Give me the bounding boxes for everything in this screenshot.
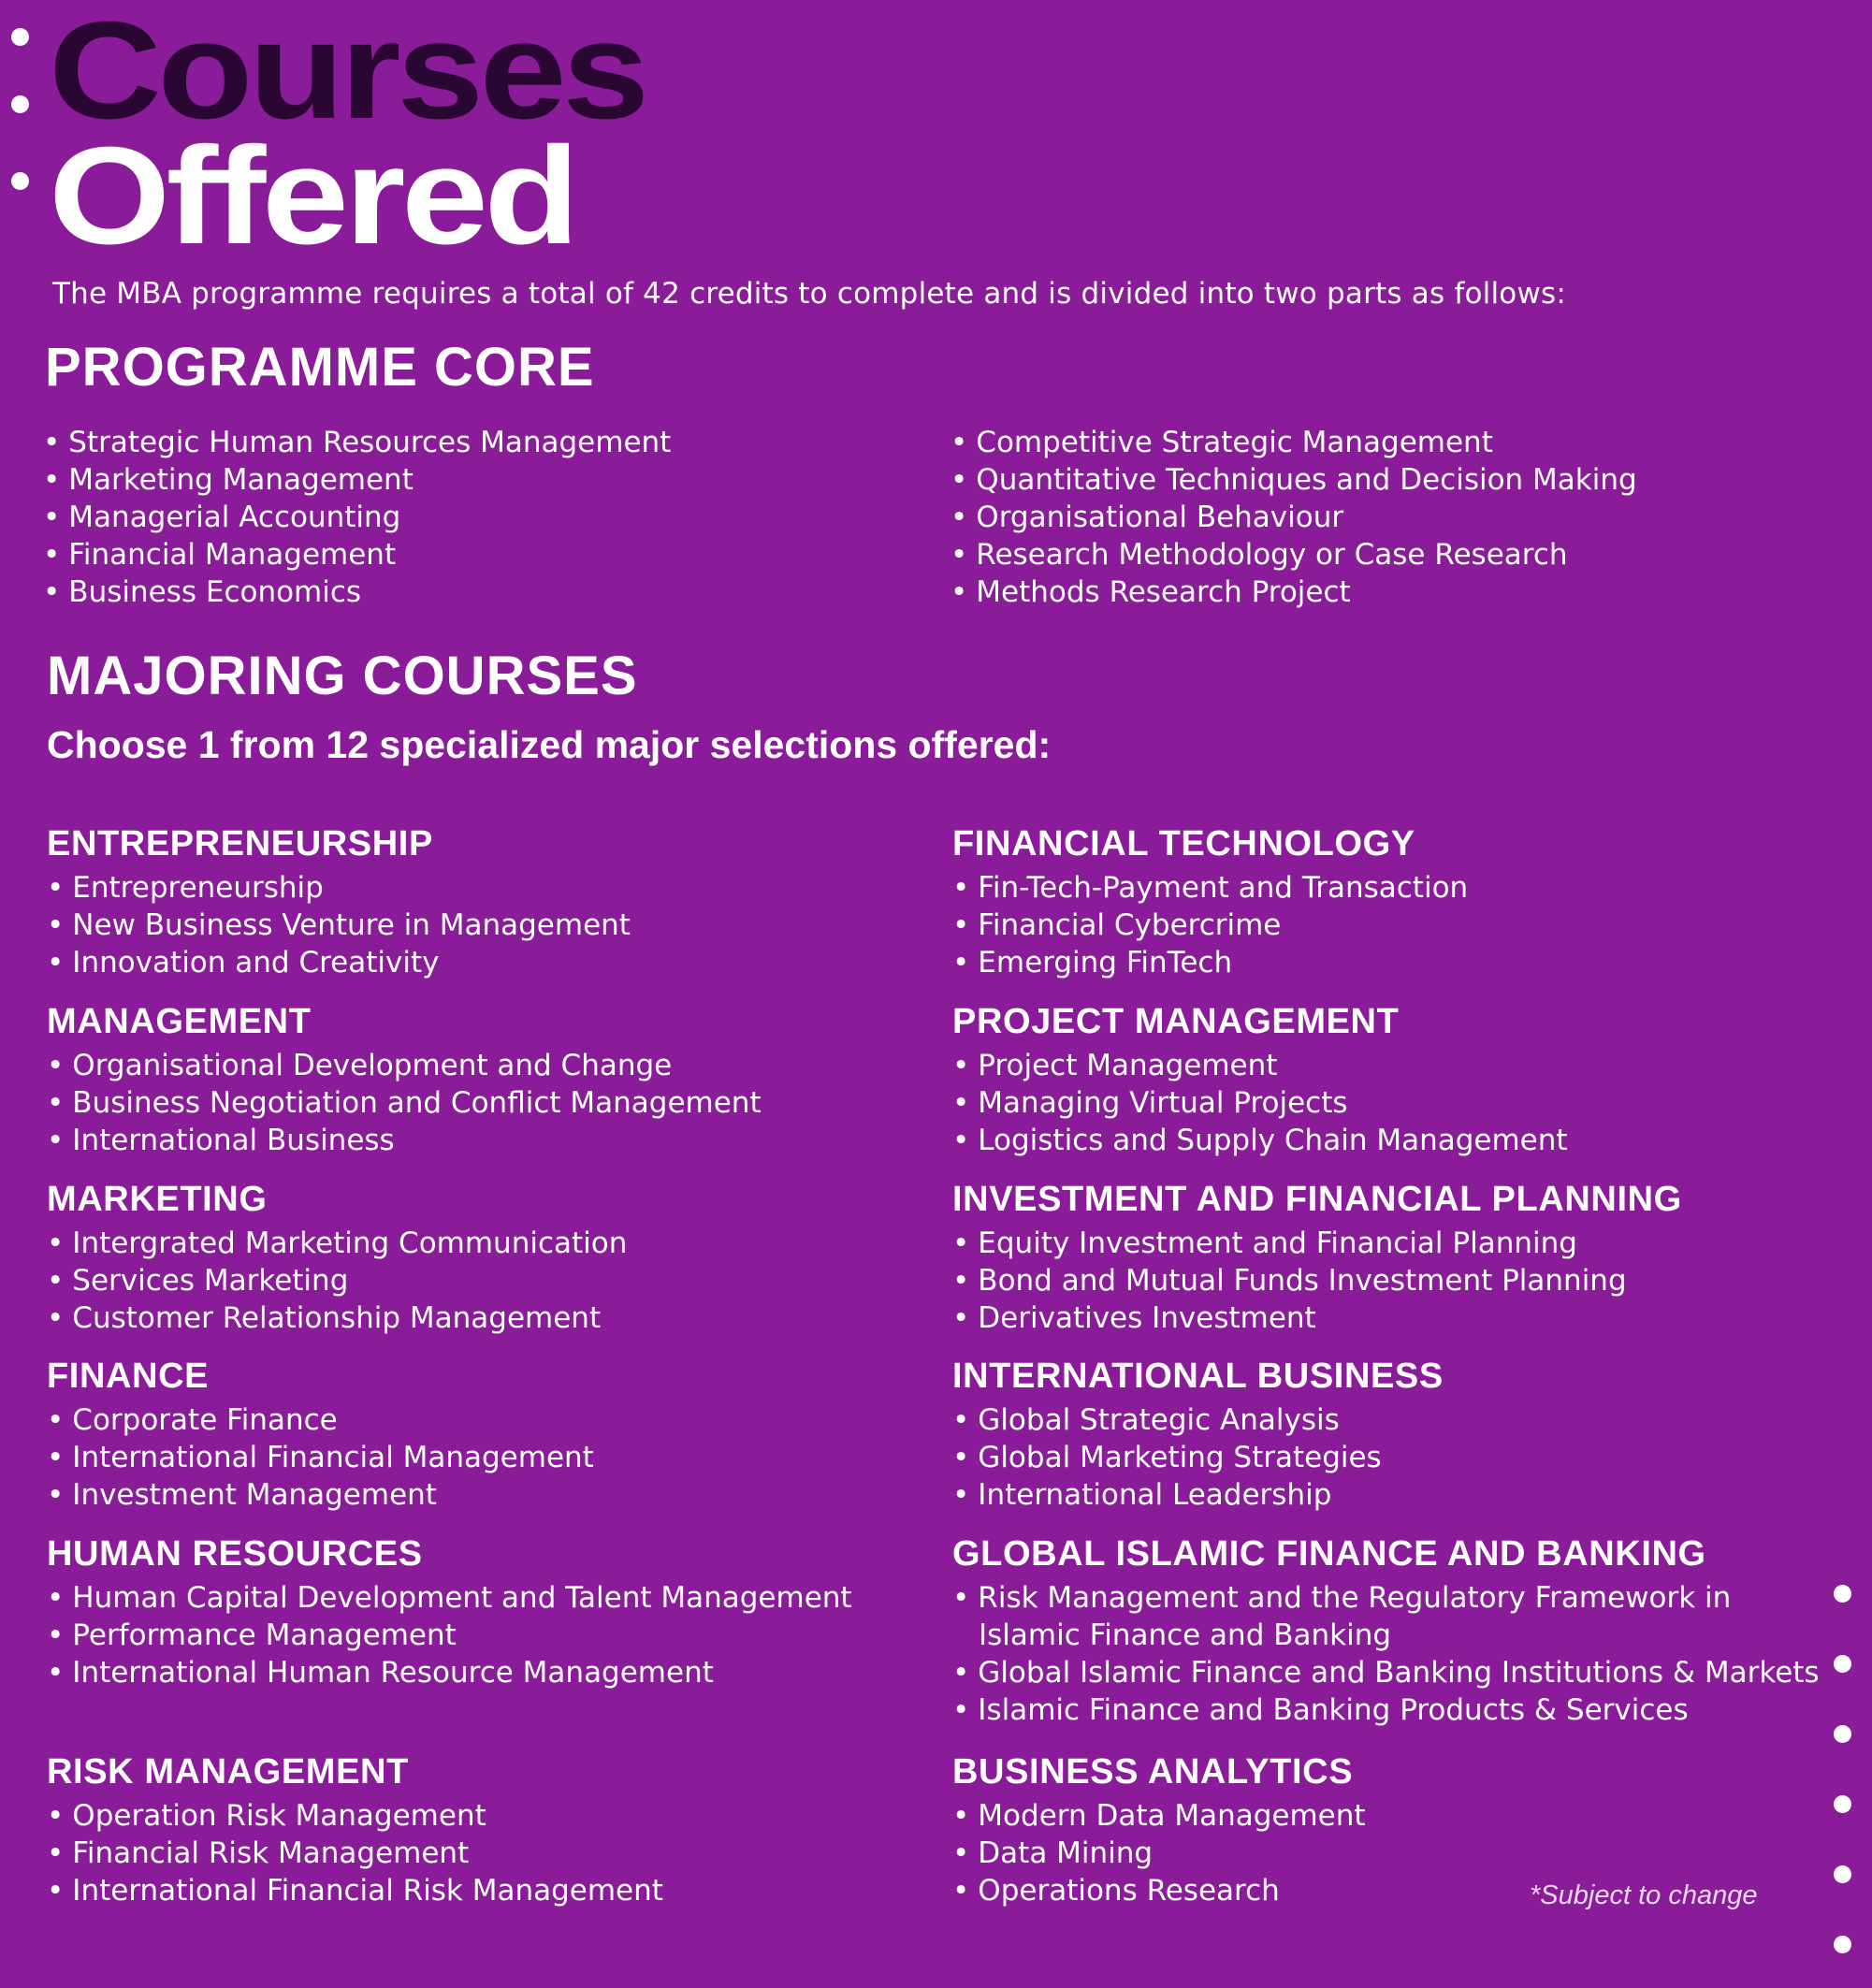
major-title: INTERNATIONAL BUSINESS <box>952 1357 1444 1396</box>
course-item: • Marketing Management <box>43 461 671 499</box>
course-item: • Global Islamic Finance and Banking Institutions & Markets <box>952 1654 1820 1691</box>
major-title: FINANCIAL TECHNOLOGY <box>952 824 1415 863</box>
course-item: • Operation Risk Management <box>47 1797 663 1835</box>
decorative-dot <box>1834 1725 1851 1743</box>
major-block-financial-technology <box>952 824 1468 981</box>
major-title: HUMAN RESOURCES <box>47 1534 423 1574</box>
decorative-dot <box>11 95 29 113</box>
course-item: • Innovation and Creativity <box>47 944 631 981</box>
major-title: BUSINESS ANALYTICS <box>952 1752 1354 1792</box>
course-item: • International Human Resource Management <box>47 1654 852 1691</box>
course-item: • Financial Cybercrime <box>952 907 1468 944</box>
course-item: • Investment Management <box>47 1476 594 1514</box>
major-title: GLOBAL ISLAMIC FINANCE AND BANKING <box>952 1534 1706 1574</box>
course-item: • Financial Management <box>43 536 671 573</box>
major-block-entrepreneurship <box>47 824 631 981</box>
intro-text: The MBA programme requires a total of 42 credits to complete and is divided into two parts as follows: <box>52 277 1567 311</box>
course-item: • Operations Research <box>952 1872 1366 1909</box>
course-item: • Performance Management <box>47 1617 852 1654</box>
major-block-marketing <box>47 1180 627 1337</box>
major-title: RISK MANAGEMENT <box>47 1752 409 1792</box>
course-item: • Managing Virtual Projects <box>952 1084 1568 1122</box>
decorative-dot <box>1834 1585 1851 1603</box>
course-item: • Derivatives Investment <box>952 1299 1682 1337</box>
course-item: • International Business <box>47 1122 762 1159</box>
decorative-dot <box>1834 1936 1851 1953</box>
course-item: • Human Capital Development and Talent Management <box>47 1579 852 1617</box>
course-item: • Project Management <box>952 1047 1568 1084</box>
major-title: PROJECT MANAGEMENT <box>952 1002 1400 1041</box>
major-block-finance <box>47 1357 594 1514</box>
decorative-dot <box>1834 1865 1851 1883</box>
programme-core-list-right <box>951 424 1637 611</box>
course-item: • Logistics and Supply Chain Management <box>952 1122 1568 1159</box>
decorative-dot <box>11 28 29 46</box>
major-block-project-management <box>952 1002 1568 1159</box>
course-item: • Global Strategic Analysis <box>952 1401 1444 1439</box>
course-item: • Intergrated Marketing Communication <box>47 1225 627 1262</box>
course-item: • Modern Data Management <box>952 1797 1366 1835</box>
programme-core-heading: PROGRAMME CORE <box>45 337 595 398</box>
subject-to-change-note: *Subject to change <box>1530 1880 1758 1910</box>
course-item: • Equity Investment and Financial Planning <box>952 1225 1682 1262</box>
decorative-dot <box>1834 1655 1851 1673</box>
course-item: • Corporate Finance <box>47 1401 594 1439</box>
course-item: • Customer Relationship Management <box>47 1299 627 1337</box>
major-block-investment-financial-planning <box>952 1180 1682 1337</box>
course-item: • Fin-Tech-Payment and Transaction <box>952 869 1468 907</box>
course-item: • International Leadership <box>952 1476 1444 1514</box>
major-title: MANAGEMENT <box>47 1002 312 1041</box>
major-block-global-islamic-finance <box>952 1534 1820 1729</box>
major-block-human-resources <box>47 1534 852 1691</box>
major-block-international-business <box>952 1357 1444 1514</box>
course-item: • Islamic Finance and Banking Products & Services <box>952 1691 1820 1729</box>
major-block-risk-management <box>47 1752 663 1909</box>
decorative-dot <box>1834 1795 1851 1813</box>
course-item: • Organisational Development and Change <box>47 1047 762 1084</box>
major-title: FINANCE <box>47 1357 210 1396</box>
course-item: • New Business Venture in Management <box>47 907 631 944</box>
course-item: • Entrepreneurship <box>47 869 631 907</box>
major-block-management <box>47 1002 762 1159</box>
course-item: • Competitive Strategic Management <box>951 424 1637 461</box>
course-item: • Data Mining <box>952 1835 1366 1872</box>
course-item: • International Financial Management <box>47 1439 594 1476</box>
page-title-line-1: Courses <box>49 0 646 148</box>
course-item-continuation: Islamic Finance and Banking <box>979 1618 1392 1652</box>
page-title-line-2: Offered <box>49 119 576 273</box>
course-item: • International Financial Risk Management <box>47 1872 663 1909</box>
course-item: • Bond and Mutual Funds Investment Planning <box>952 1262 1682 1299</box>
course-item: • Quantitative Techniques and Decision Making <box>951 461 1637 499</box>
course-item: • Organisational Behaviour <box>951 499 1637 536</box>
course-item: • Financial Risk Management <box>47 1835 663 1872</box>
course-item: • Strategic Human Resources Management <box>43 424 671 461</box>
decorative-dot <box>11 172 29 190</box>
majoring-subheading: Choose 1 from 12 specialized major selections offered: <box>47 723 1052 766</box>
course-item: • Methods Research Project <box>951 573 1637 611</box>
major-title: INVESTMENT AND FINANCIAL PLANNING <box>952 1180 1682 1219</box>
course-item: • Global Marketing Strategies <box>952 1439 1444 1476</box>
course-item: • Risk Management and the Regulatory Framework in <box>952 1579 1820 1617</box>
majoring-courses-heading: MAJORING COURSES <box>47 646 638 706</box>
major-title: MARKETING <box>47 1180 268 1219</box>
course-item: • Services Marketing <box>47 1262 627 1299</box>
major-title: ENTREPRENEURSHIP <box>47 824 433 863</box>
programme-core-list-left <box>43 424 671 611</box>
course-item: • Emerging FinTech <box>952 944 1468 981</box>
course-item: • Business Economics <box>43 573 671 611</box>
course-item: • Managerial Accounting <box>43 499 671 536</box>
course-item: • Business Negotiation and Conflict Management <box>47 1084 762 1122</box>
course-item: • Research Methodology or Case Research <box>951 536 1637 573</box>
major-block-business-analytics <box>952 1752 1366 1909</box>
